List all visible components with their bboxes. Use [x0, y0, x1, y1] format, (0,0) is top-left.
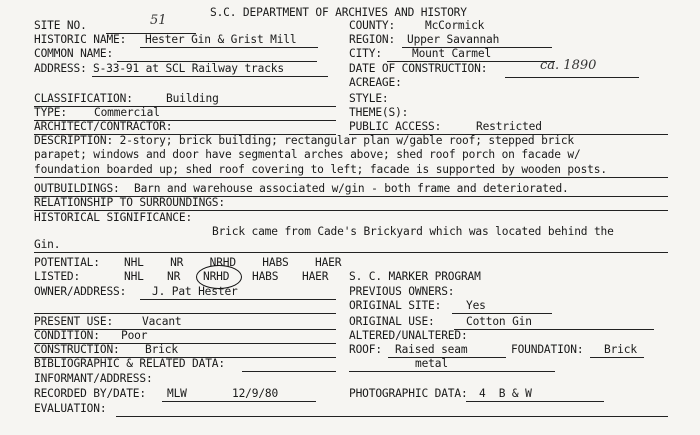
public-access-label: PUBLIC ACCESS: — [349, 120, 442, 133]
site-no-value: 51 — [150, 13, 167, 28]
historic-name-value: Hester Gin & Grist Mill — [145, 33, 297, 46]
classification-label: CLASSIFICATION: — [34, 92, 133, 105]
date-construction-value: ca. 1890 — [540, 58, 597, 73]
condition-label: CONDITION: — [34, 329, 100, 342]
construction-label: CONSTRUCTION: — [34, 343, 120, 356]
present-use-label: PRESENT USE: — [34, 315, 114, 328]
significance-underline — [34, 252, 668, 253]
listed-habs: HABS — [252, 270, 279, 283]
relationship-label: RELATIONSHIP TO SURROUNDINGS: — [34, 196, 225, 209]
recorded-date-value: 12/9/80 — [232, 387, 279, 400]
original-use-value: Cotton Gin — [466, 315, 532, 328]
roof-value: Raised seam — [395, 343, 468, 356]
potential-label: POTENTIAL: — [34, 256, 100, 269]
address-value: S-33-91 at SCL Railway tracks — [93, 62, 284, 75]
significance-label: HISTORICAL SIGNIFICANCE: — [34, 211, 193, 224]
outbuildings-value: Barn and warehouse associated w/gin - both frame and deteriorated. — [134, 182, 569, 195]
present-use-value: Vacant — [142, 315, 182, 328]
city-label: CITY: — [349, 47, 382, 60]
type-value: Commercial — [94, 106, 160, 119]
common-name-label: COMMON NAME: — [34, 47, 114, 60]
original-site-label: ORIGINAL SITE: — [349, 299, 442, 312]
city-value: Mount Carmel — [412, 47, 492, 60]
historic-name-label: HISTORIC NAME: — [34, 33, 127, 46]
site-no-label: SITE NO. — [34, 19, 87, 32]
classification-value: Building — [166, 92, 219, 105]
potential-options: NHL NR NRHD HABS HAER — [124, 256, 342, 269]
owner-separator — [34, 313, 336, 314]
owner-underline — [140, 299, 336, 300]
outbuildings-label: OUTBUILDINGS: — [34, 182, 120, 195]
original-use-label: ORIGINAL USE: — [349, 315, 435, 328]
altered-label: ALTERED/UNALTERED: — [349, 329, 468, 342]
previous-owners-label: PREVIOUS OWNERS: — [349, 285, 455, 298]
evaluation-underline — [116, 416, 668, 417]
listed-label: LISTED: — [34, 270, 81, 283]
region-label: REGION: — [349, 33, 396, 46]
acreage-label: ACREAGE: — [349, 76, 402, 89]
foundation-value: Brick — [604, 343, 637, 356]
recorded-underline — [162, 401, 316, 402]
classification-underline — [34, 106, 336, 107]
condition-value: Poor — [121, 329, 148, 342]
photographic-underline — [466, 401, 604, 402]
original-site-underline — [452, 313, 552, 314]
type-label: TYPE: — [34, 106, 67, 119]
listed-nhl: NHL — [124, 270, 144, 283]
foundation-label: FOUNDATION: — [511, 343, 584, 356]
county-label: COUNTY: — [349, 19, 396, 32]
address-underline — [92, 76, 328, 77]
description-line-2: parapet; windows and door have segmental arches above; shed roof porch on facade w/ — [34, 148, 581, 161]
listed-nr: NR — [167, 270, 181, 283]
county-value: McCormick — [425, 19, 485, 32]
bibliographic-label: BIBLIOGRAPHIC & RELATED DATA: — [34, 357, 225, 370]
photographic-label: PHOTOGRAPHIC DATA: — [349, 387, 468, 400]
bibliographic-underline-left — [242, 371, 336, 372]
listed-haer: HAER — [302, 270, 329, 283]
recorded-label: RECORDED BY/DATE: — [34, 387, 146, 400]
bibliographic-underline-right — [349, 371, 555, 372]
card-title: S.C. DEPARTMENT OF ARCHIVES AND HISTORY — [210, 6, 467, 19]
significance-value-2: Gin. — [34, 238, 61, 251]
historic-name-underline — [140, 47, 318, 48]
theme-label: THEME(S): — [349, 106, 409, 119]
listed-nrhd: NRHD — [203, 270, 230, 283]
foundation-underline — [590, 357, 644, 358]
roof-value-2: metal — [415, 357, 448, 370]
marker-label: S. C. MARKER PROGRAM — [349, 270, 481, 283]
construction-value: Brick — [145, 343, 178, 356]
recorded-by-value: MLW — [167, 387, 187, 400]
photographic-value: 4 B & W — [479, 387, 532, 400]
significance-value: Brick came from Cade's Brickyard which was located behind the — [212, 225, 614, 238]
owner-value: J. Pat Hester — [152, 285, 238, 298]
roof-label: ROOF: — [349, 343, 382, 356]
date-construction-label: DATE OF CONSTRUCTION: — [349, 62, 488, 75]
public-access-value: Restricted — [476, 120, 542, 133]
informant-label: INFORMANT/ADDRESS: — [34, 372, 153, 385]
address-label: ADDRESS: — [34, 62, 87, 75]
evaluation-label: EVALUATION: — [34, 402, 107, 415]
style-label: STYLE: — [349, 92, 389, 105]
region-value: Upper Savannah — [407, 33, 500, 46]
description-line-3: foundation boarded up; shed roof covering to left; facade is supported by wooden posts. — [34, 163, 607, 176]
original-use-underline — [454, 329, 654, 330]
architect-label: ARCHITECT/CONTRACTOR: — [34, 120, 173, 133]
date-construction-underline — [505, 77, 639, 78]
description-line-1: DESCRIPTION: 2-story; brick building; rectangular plan w/gable roof; stepped brick — [34, 134, 575, 147]
owner-label: OWNER/ADDRESS: — [34, 285, 127, 298]
original-site-value: Yes — [466, 299, 486, 312]
description-underline — [34, 177, 668, 178]
